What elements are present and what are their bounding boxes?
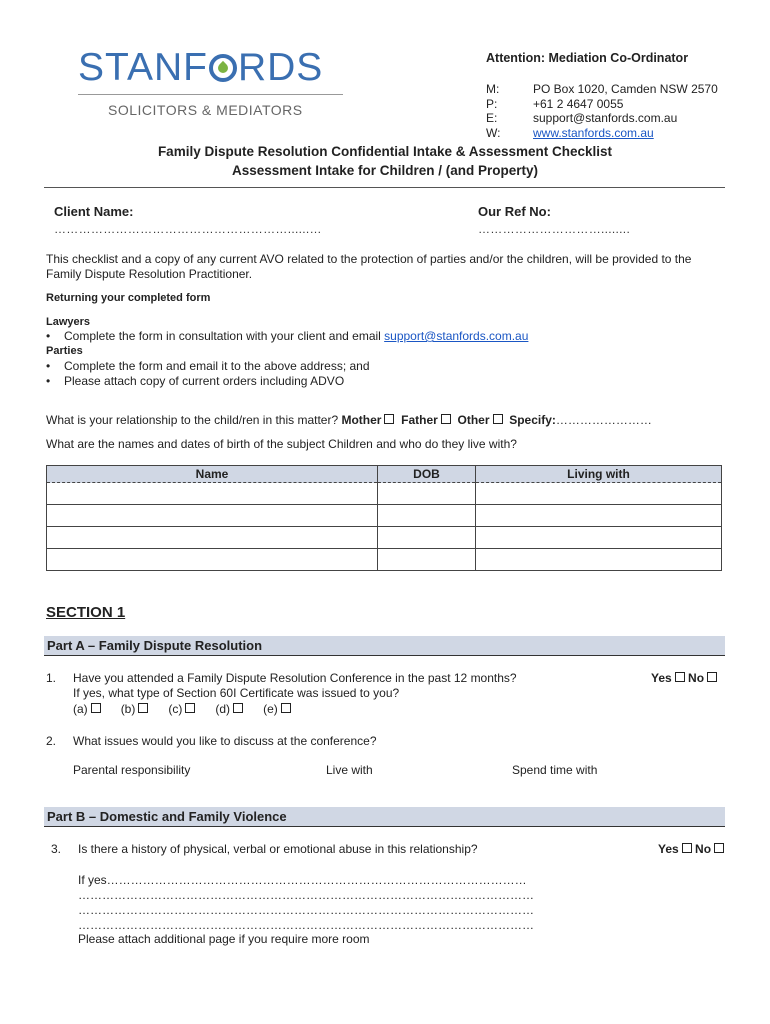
q3-number: 3.: [51, 842, 62, 856]
father-option-label: Father: [401, 413, 438, 427]
q1-number: 1.: [46, 671, 57, 685]
ref-no-label: Our Ref No:: [478, 204, 551, 219]
q2-number: 2.: [46, 734, 57, 748]
attention-line: Attention: Mediation Co-Ordinator: [486, 51, 689, 65]
lawyers-item: • Complete the form in consultation with your client and email support@stanfords.com.au: [46, 329, 529, 343]
q3-answer-line-2[interactable]: ……………………………………………………………………………………………………: [78, 888, 534, 902]
child-dob-cell[interactable]: [378, 549, 476, 571]
child-living-cell[interactable]: [476, 549, 722, 571]
logo-text-left: STANF: [78, 46, 208, 89]
child-name-cell[interactable]: [47, 483, 378, 505]
q1-yes-checkbox[interactable]: [675, 672, 685, 682]
client-name-field[interactable]: …………………………………………………......…: [54, 222, 322, 236]
contact-block: [486, 82, 718, 140]
bullet-icon: •: [46, 329, 51, 343]
q3-note: Please attach additional page if you require more room: [78, 932, 370, 946]
contact-web: W: www.stanfords.com.au: [486, 125, 654, 140]
title-rule: [44, 187, 725, 188]
child-name-cell[interactable]: [47, 527, 378, 549]
form-subtitle: Assessment Intake for Children / (and Property): [231, 163, 539, 178]
cert-e-checkbox[interactable]: [281, 703, 291, 713]
children-question: What are the names and dates of birth of the subject Children and who do they live with?: [46, 437, 517, 451]
q3-yes-checkbox[interactable]: [682, 843, 692, 853]
table-row: [47, 549, 722, 571]
mother-option-label: Mother: [341, 413, 382, 427]
logo-text-right: RDS: [237, 46, 324, 89]
children-table-header: [47, 466, 722, 483]
specify-field[interactable]: ……………………: [555, 413, 652, 427]
q3-no-checkbox[interactable]: [714, 843, 724, 853]
q3-yes-no: Yes No: [658, 842, 724, 857]
child-dob-cell[interactable]: [378, 483, 476, 505]
logo-divider: [78, 94, 343, 95]
q2-text: What issues would you like to discuss at the conference?: [73, 734, 377, 748]
child-living-cell[interactable]: [476, 527, 722, 549]
q3-text: Is there a history of physical, verbal or emotional abuse in this relationship?: [78, 842, 478, 856]
bullet-icon: •: [46, 374, 51, 388]
q1-subquestion: If yes, what type of Section 60I Certificate was issued to you?: [73, 686, 400, 700]
returning-heading: Returning your completed form: [46, 292, 211, 304]
table-row: [47, 505, 722, 527]
child-living-cell[interactable]: [476, 483, 722, 505]
lawyers-heading: Lawyers: [46, 316, 91, 328]
child-living-cell[interactable]: [476, 505, 722, 527]
specify-label: Specify:: [509, 413, 556, 427]
relationship-question: What is your relationship to the child/ren in this matter? Mother Father Other Specify:……………………: [46, 413, 652, 427]
table-row: [47, 483, 722, 505]
parties-item-1: • Complete the form and email it to the above address; and: [46, 359, 370, 373]
support-email-link[interactable]: support@stanfords.com.au: [384, 329, 529, 343]
child-name-cell[interactable]: [47, 549, 378, 571]
other-checkbox[interactable]: [493, 414, 503, 424]
bullet-icon: •: [46, 359, 51, 373]
parties-heading: Parties: [46, 345, 83, 357]
leaf-logo-icon: [209, 54, 237, 82]
cert-c-checkbox[interactable]: [185, 703, 195, 713]
q1-text: Have you attended a Family Dispute Resolution Conference in the past 12 months?: [73, 671, 517, 685]
section-1-heading: SECTION 1: [46, 604, 126, 621]
q1-no-checkbox[interactable]: [707, 672, 717, 682]
contact-phone: P: +61 2 4647 0055: [486, 96, 624, 111]
child-dob-cell[interactable]: [378, 527, 476, 549]
table-row: [47, 527, 722, 549]
q3-answer-line-4[interactable]: ……………………………………………………………………………………………………: [78, 918, 534, 932]
col-dob-header: DOB: [378, 466, 476, 483]
q1-certificate-options: (a) (b) (c) (d) (e): [73, 702, 291, 717]
part-b-bar: Part B – Domestic and Family Violence: [44, 807, 725, 827]
q3-answer-line-3[interactable]: ……………………………………………………………………………………………………: [78, 903, 534, 917]
company-logo: [78, 48, 323, 87]
other-option-label: Other: [457, 413, 490, 427]
parties-item-2: • Please attach copy of current orders including ADVO: [46, 374, 345, 388]
child-dob-cell[interactable]: [378, 505, 476, 527]
col-name-header: Name: [47, 466, 378, 483]
children-table: [46, 465, 722, 571]
intro-text: This checklist and a copy of any current AVO related to the protection of parties and/or the children, will be provided to the Family Dispute Resolution Practitioner.: [46, 252, 692, 281]
issue-parental-responsibility[interactable]: Parental responsibility: [73, 763, 191, 777]
mother-checkbox[interactable]: [384, 414, 394, 424]
contact-email: E: support@stanfords.com.au: [486, 111, 678, 125]
contact-mail: M: PO Box 1020, Camden NSW 2570: [486, 82, 718, 96]
col-living-header: Living with: [476, 466, 722, 483]
logo-subtitle: SOLICITORS & MEDIATORS: [108, 102, 303, 118]
form-title: Family Dispute Resolution Confidential Intake & Assessment Checklist: [157, 144, 613, 159]
cert-a-checkbox[interactable]: [91, 703, 101, 713]
q3-answer-line-1[interactable]: If yes……………………………………………………………………………………………: [78, 873, 527, 887]
q1-yes-no: Yes No: [651, 671, 717, 686]
issue-spend-time-with[interactable]: Spend time with: [512, 763, 598, 777]
website-link[interactable]: www.stanfords.com.au: [533, 125, 654, 140]
cert-d-checkbox[interactable]: [233, 703, 243, 713]
father-checkbox[interactable]: [441, 414, 451, 424]
issue-live-with[interactable]: Live with: [326, 763, 373, 777]
client-name-label: Client Name:: [54, 204, 134, 219]
cert-b-checkbox[interactable]: [138, 703, 148, 713]
part-a-bar: Part A – Family Dispute Resolution: [44, 636, 725, 656]
ref-no-field[interactable]: …………………………........: [478, 222, 631, 236]
child-name-cell[interactable]: [47, 505, 378, 527]
